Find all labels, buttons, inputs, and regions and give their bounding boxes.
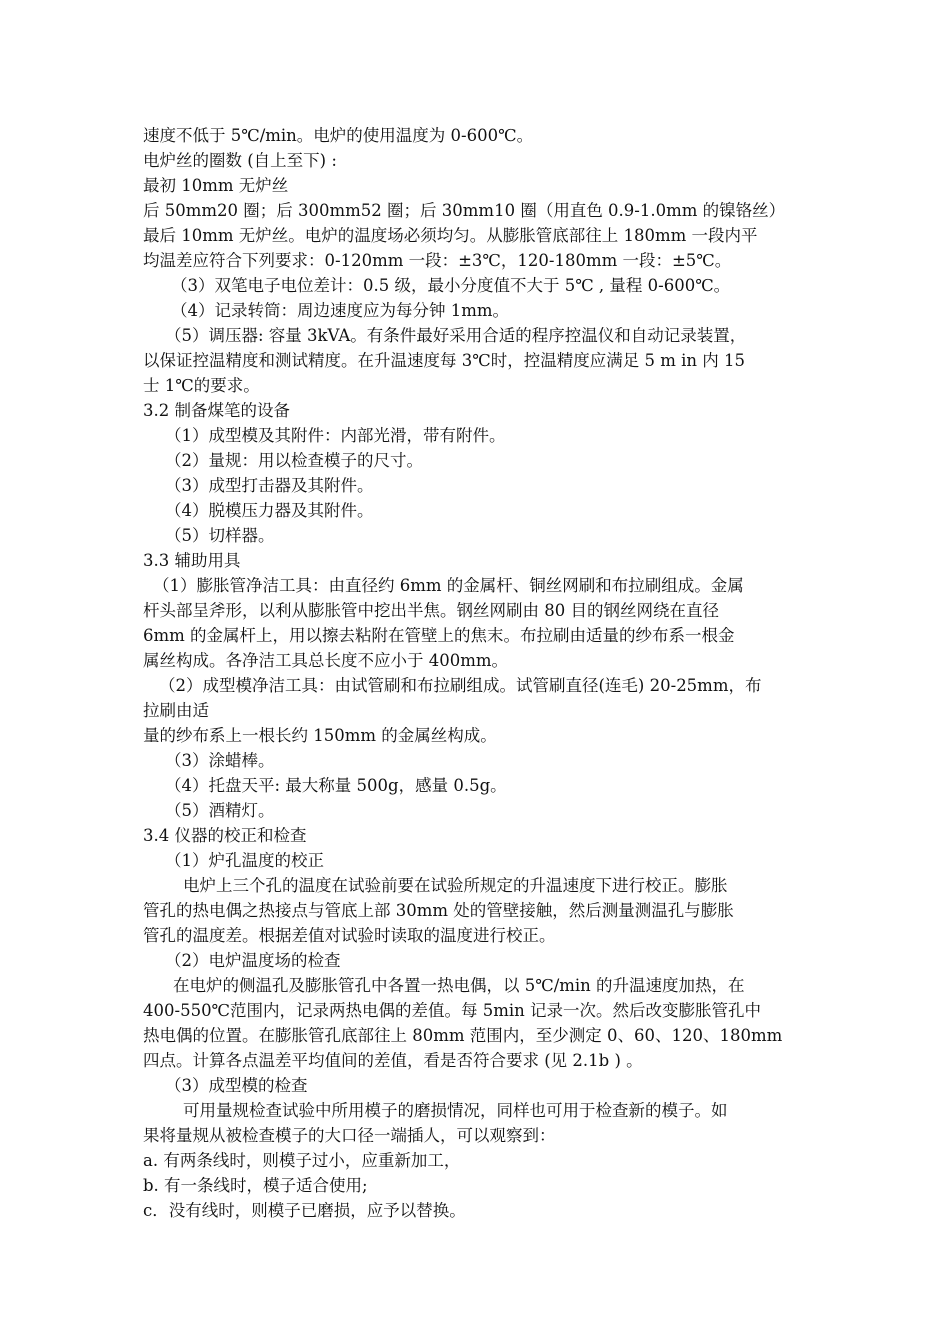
text-line: （1）膨胀管净洁工具：由直径约 6mm 的金属杆、铜丝网刷和布拉刷组成。金属 — [153, 576, 744, 595]
text-line: 均温差应符合下列要求：0-120mm 一段：±3℃，120-180mm 一段：±5℃。 — [143, 251, 732, 270]
text-line: （5）切样器。 — [165, 526, 275, 545]
text-line: 电炉上三个孔的温度在试验前要在试验所规定的升温速度下进行校正。膨胀 — [183, 876, 728, 895]
text-line: （5）酒精灯。 — [165, 801, 275, 820]
text-line: c．没有线时，则模子已磨损，应予以替换。 — [143, 1201, 466, 1220]
text-line: （3）成型打击器及其附件。 — [165, 476, 374, 495]
text-line: 杆头部呈斧形，以利从膨胀管中挖出半焦。钢丝网刷由 80 目的钢丝网绕在直径 — [143, 601, 719, 620]
text-line: 最后 10mm 无炉丝。电炉的温度场必须均匀。从膨胀管底部往上 180mm 一段内平 — [143, 226, 758, 245]
text-line: 四点。计算各点温差平均值间的差值，看是否符合要求 (见 2.1b ) 。 — [143, 1051, 643, 1070]
text-line: 管孔的热电偶之热接点与管底上部 30mm 处的管壁接触，然后测量测温孔与膨胀 — [143, 901, 734, 920]
text-line: 可用量规检查试验中所用模子的磨损情况，同样也可用于检查新的模子。如 — [183, 1101, 728, 1120]
text-line: （3）涂蜡棒。 — [165, 751, 275, 770]
text-line: 热电偶的位置。在膨胀管孔底部往上 80mm 范围内，至少测定 0、60、120、180mm — [143, 1026, 783, 1045]
text-line: （2）量规：用以检查模子的尺寸。 — [165, 451, 423, 470]
text-line: 在电炉的侧温孔及膨胀管孔中各置一热电偶，以 5℃/min 的升温速度加热，在 — [173, 976, 745, 995]
text-line: 果将量规从被检查模子的大口径一端插人，可以观察到： — [143, 1126, 556, 1145]
text-line: （1）成型模及其附件：内部光滑，带有附件。 — [165, 426, 506, 445]
text-line: （3）成型模的检查 — [165, 1076, 308, 1095]
text-line: （4）托盘天平: 最大称量 500g，感量 0.5g。 — [165, 776, 507, 795]
text-line: 量的纱布系上一根长约 150mm 的金属丝构成。 — [143, 726, 497, 745]
text-line: （5）调压器: 容量 3kVA。有条件最好采用合适的程序控温仪和自动记录装置， — [165, 326, 747, 345]
text-line: 管孔的温度差。根据差值对试验时读取的温度进行校正。 — [143, 926, 556, 945]
text-line: （3）双笔电子电位差计：0.5 级，最小分度值不大于 5℃ , 量程 0-600℃。 — [171, 276, 731, 295]
document-body — [143, 123, 809, 1223]
text-line: 400-550℃范围内，记录两热电偶的差值。每 5min 记录一次。然后改变膨胀管孔中 — [143, 1001, 762, 1020]
text-line: 后 50mm20 圈；后 300mm52 圈；后 30mm10 圈（用直色 0.9-1.0mm 的镍铬丝） — [143, 201, 786, 220]
text-line: （2）电炉温度场的检查 — [165, 951, 341, 970]
text-line: 以保证控温精度和测试精度。在升温速度每 3℃时，控温精度应满足 5 m in 内 15 — [143, 351, 745, 370]
text-line: b. 有一条线时，模子适合使用; — [143, 1176, 368, 1195]
text-line: 3.4 仪器的校正和检查 — [143, 826, 307, 845]
text-line: 属丝构成。各净洁工具总长度不应小于 400mm。 — [143, 651, 509, 670]
text-line: （2）成型模净洁工具：由试管刷和布拉刷组成。试管刷直径(连毛) 20-25mm，布 — [159, 676, 762, 695]
text-line: 士 1℃的要求。 — [143, 376, 260, 395]
text-line: 拉刷由适 — [143, 701, 209, 720]
text-line: 3.2 制备煤笔的设备 — [143, 401, 290, 420]
text-line: （4）记录转筒：周边速度应为每分钟 1mm。 — [171, 301, 510, 320]
text-line: 最初 10mm 无炉丝 — [143, 176, 289, 195]
text-line: 速度不低于 5℃/min。电炉的使用温度为 0-600℃。 — [143, 126, 534, 145]
text-line: 3.3 辅助用具 — [143, 551, 241, 570]
text-line: （4）脱模压力器及其附件。 — [165, 501, 374, 520]
text-line: 6mm 的金属杆上，用以擦去粘附在管壁上的焦末。布拉刷由适量的纱布系一根金 — [143, 626, 735, 645]
text-line: （1）炉孔温度的校正 — [165, 851, 324, 870]
text-line: a. 有两条线时，则模子过小，应重新加工， — [143, 1151, 461, 1170]
text-line: 电炉丝的圈数 (自上至下) : — [143, 151, 337, 170]
